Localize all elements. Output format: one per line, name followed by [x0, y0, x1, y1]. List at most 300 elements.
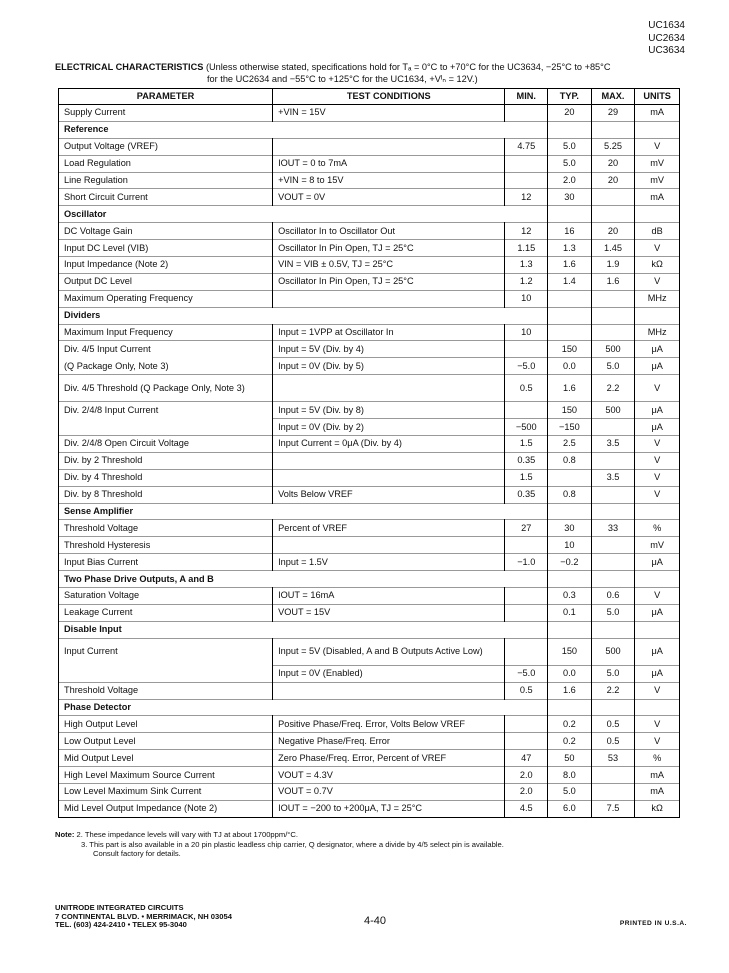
- typ-cell: 20: [548, 105, 592, 122]
- section-row: [59, 621, 680, 638]
- table-row: [59, 733, 680, 750]
- note-3-continued: Consult factory for details.: [93, 849, 181, 858]
- units-cell: dB: [635, 223, 680, 240]
- max-cell: [591, 554, 635, 571]
- max-cell: 1.6: [591, 273, 635, 290]
- units-cell: V: [635, 240, 680, 257]
- condition-cell: Input = 5V (Div. by 4): [273, 341, 505, 358]
- empty-cell: [635, 121, 680, 138]
- min-cell: 10: [505, 324, 548, 341]
- min-cell: 1.15: [505, 240, 548, 257]
- units-cell: μA: [635, 419, 680, 436]
- empty-cell: [591, 121, 635, 138]
- typ-cell: 5.0: [548, 138, 592, 155]
- units-cell: V: [635, 682, 680, 699]
- units-cell: V: [635, 138, 680, 155]
- min-cell: [505, 341, 548, 358]
- empty-cell: [591, 571, 635, 588]
- min-cell: 12: [505, 189, 548, 206]
- section-row: [59, 571, 680, 588]
- typ-cell: −150: [548, 419, 592, 436]
- units-cell: mV: [635, 172, 680, 189]
- condition-cell: Input = 1.5V: [273, 554, 505, 571]
- max-cell: [591, 537, 635, 554]
- max-cell: 500: [591, 638, 635, 665]
- max-cell: 0.5: [591, 716, 635, 733]
- min-cell: 1.5: [505, 469, 548, 486]
- min-cell: [505, 105, 548, 122]
- section-title: Dividers: [59, 307, 505, 324]
- company-phone: TEL. (603) 424-2410 • TELEX 95-3040: [55, 920, 187, 930]
- typ-cell: 2.5: [548, 436, 592, 453]
- section-title: Disable Input: [59, 621, 505, 638]
- parameter-cell: [59, 665, 273, 682]
- min-cell: −5.0: [505, 665, 548, 682]
- parameter-cell: Saturation Voltage: [59, 588, 273, 605]
- typ-cell: 30: [548, 189, 592, 206]
- min-cell: 4.5: [505, 800, 548, 817]
- max-cell: 5.0: [591, 358, 635, 375]
- parameter-cell: Load Regulation: [59, 155, 273, 172]
- min-cell: [505, 172, 548, 189]
- table-row: [59, 554, 680, 571]
- table-row: [59, 273, 680, 290]
- condition-cell: IOUT = 0 to 7mA: [273, 155, 505, 172]
- condition-cell: [273, 469, 505, 486]
- units-cell: μA: [635, 604, 680, 621]
- table-row: [59, 223, 680, 240]
- title-line-1: (Unless otherwise stated, specifications hold for Tₐ = 0°C to +70°C for the UC3634, −25°C to +85°C: [205, 62, 611, 72]
- empty-cell: [548, 621, 592, 638]
- table-row: [59, 767, 680, 784]
- max-cell: 20: [591, 172, 635, 189]
- typ-cell: 0.1: [548, 604, 592, 621]
- max-cell: 3.5: [591, 436, 635, 453]
- min-cell: [505, 588, 548, 605]
- empty-cell: [591, 699, 635, 716]
- empty-cell: [548, 503, 592, 520]
- parameter-cell: Supply Current: [59, 105, 273, 122]
- condition-cell: IOUT = 16mA: [273, 588, 505, 605]
- note-2: 2. These impedance levels will vary with TJ at about 1700ppm/°C.: [76, 830, 298, 839]
- min-cell: 10: [505, 290, 548, 307]
- table-row: [59, 341, 680, 358]
- parameter-cell: Output DC Level: [59, 273, 273, 290]
- company-name: UNITRODE INTEGRATED CIRCUITS: [55, 903, 184, 912]
- typ-cell: 1.4: [548, 273, 592, 290]
- condition-cell: [273, 452, 505, 469]
- condition-cell: Zero Phase/Freq. Error, Percent of VREF: [273, 750, 505, 767]
- typ-cell: [548, 324, 592, 341]
- typ-cell: 150: [548, 341, 592, 358]
- max-cell: 500: [591, 341, 635, 358]
- parameter-cell: High Level Maximum Source Current: [59, 767, 273, 784]
- condition-cell: [273, 682, 505, 699]
- title-bold: ELECTRICAL CHARACTERISTICS: [55, 62, 204, 72]
- condition-cell: Oscillator In to Oscillator Out: [273, 223, 505, 240]
- empty-cell: [505, 206, 548, 223]
- min-cell: 27: [505, 520, 548, 537]
- empty-cell: [505, 503, 548, 520]
- units-cell: %: [635, 750, 680, 767]
- min-cell: 4.75: [505, 138, 548, 155]
- units-cell: V: [635, 588, 680, 605]
- table-title: [55, 62, 695, 85]
- condition-cell: VOUT = 15V: [273, 604, 505, 621]
- section-row: [59, 121, 680, 138]
- max-cell: 5.0: [591, 604, 635, 621]
- typ-cell: [548, 290, 592, 307]
- parameter-cell: Div. by 8 Threshold: [59, 486, 273, 503]
- table-row: [59, 240, 680, 257]
- units-cell: V: [635, 486, 680, 503]
- units-cell: MHz: [635, 324, 680, 341]
- typ-cell: 0.2: [548, 716, 592, 733]
- column-header: UNITS: [635, 89, 680, 105]
- parameter-cell: Input Bias Current: [59, 554, 273, 571]
- parameter-cell: DC Voltage Gain: [59, 223, 273, 240]
- min-cell: [505, 155, 548, 172]
- section-title: Sense Amplifier: [59, 503, 505, 520]
- max-cell: 500: [591, 402, 635, 419]
- min-cell: −1.0: [505, 554, 548, 571]
- units-cell: μA: [635, 665, 680, 682]
- condition-cell: VOUT = 0.7V: [273, 783, 505, 800]
- max-cell: [591, 783, 635, 800]
- parameter-cell: High Output Level: [59, 716, 273, 733]
- condition-cell: IOUT = −200 to +200μA, TJ = 25°C: [273, 800, 505, 817]
- typ-cell: −0.2: [548, 554, 592, 571]
- min-cell: 0.5: [505, 682, 548, 699]
- typ-cell: 8.0: [548, 767, 592, 784]
- table-row: [59, 665, 680, 682]
- max-cell: 20: [591, 223, 635, 240]
- min-cell: [505, 604, 548, 621]
- typ-cell: 150: [548, 402, 592, 419]
- units-cell: V: [635, 452, 680, 469]
- condition-cell: [273, 290, 505, 307]
- min-cell: [505, 733, 548, 750]
- footer-address: [55, 904, 232, 930]
- table-row: [59, 800, 680, 817]
- max-cell: [591, 486, 635, 503]
- empty-cell: [548, 571, 592, 588]
- note-label: Note:: [55, 830, 75, 839]
- parameter-cell: Line Regulation: [59, 172, 273, 189]
- units-cell: V: [635, 436, 680, 453]
- empty-cell: [591, 307, 635, 324]
- max-cell: 2.2: [591, 682, 635, 699]
- units-cell: mA: [635, 783, 680, 800]
- note-3: 3. This part is also available in a 20 pin plastic leadless chip carrier, Q designator, where a divide by 4/5 select pin is available.: [81, 839, 504, 849]
- parameter-cell: (Q Package Only, Note 3): [59, 358, 273, 375]
- max-cell: [591, 324, 635, 341]
- empty-cell: [548, 699, 592, 716]
- max-cell: 7.5: [591, 800, 635, 817]
- condition-cell: Input = 0V (Div. by 5): [273, 358, 505, 375]
- part-numbers: [648, 20, 685, 58]
- units-cell: mV: [635, 537, 680, 554]
- typ-cell: 5.0: [548, 155, 592, 172]
- units-cell: mV: [635, 155, 680, 172]
- section-row: [59, 206, 680, 223]
- column-header: TYP.: [548, 89, 592, 105]
- condition-cell: Negative Phase/Freq. Error: [273, 733, 505, 750]
- max-cell: [591, 767, 635, 784]
- parameter-cell: [59, 419, 273, 436]
- typ-cell: 1.3: [548, 240, 592, 257]
- max-cell: 33: [591, 520, 635, 537]
- condition-cell: VOUT = 0V: [273, 189, 505, 206]
- units-cell: V: [635, 716, 680, 733]
- min-cell: 12: [505, 223, 548, 240]
- electrical-characteristics-table: [58, 88, 680, 818]
- parameter-cell: Input DC Level (VIB): [59, 240, 273, 257]
- min-cell: 0.35: [505, 452, 548, 469]
- max-cell: [591, 290, 635, 307]
- typ-cell: 16: [548, 223, 592, 240]
- section-title: Two Phase Drive Outputs, A and B: [59, 571, 505, 588]
- max-cell: [591, 189, 635, 206]
- table-row: [59, 189, 680, 206]
- condition-cell: VOUT = 4.3V: [273, 767, 505, 784]
- parameter-cell: Short Circuit Current: [59, 189, 273, 206]
- section-row: [59, 503, 680, 520]
- min-cell: 1.3: [505, 257, 548, 274]
- notes: [55, 830, 504, 859]
- min-cell: [505, 638, 548, 665]
- parameter-cell: Div. 4/5 Threshold (Q Package Only, Note 3): [59, 375, 273, 402]
- min-cell: 2.0: [505, 767, 548, 784]
- parameter-cell: Div. by 2 Threshold: [59, 452, 273, 469]
- condition-cell: [273, 138, 505, 155]
- table-header-row: [59, 89, 680, 105]
- column-header: PARAMETER: [59, 89, 273, 105]
- empty-cell: [635, 307, 680, 324]
- table-row: [59, 604, 680, 621]
- condition-cell: +VIN = 15V: [273, 105, 505, 122]
- min-cell: [505, 402, 548, 419]
- parameter-cell: Input Impedance (Note 2): [59, 257, 273, 274]
- table-row: [59, 537, 680, 554]
- table-row: [59, 588, 680, 605]
- max-cell: 1.9: [591, 257, 635, 274]
- column-header: MAX.: [591, 89, 635, 105]
- min-cell: [505, 537, 548, 554]
- max-cell: 20: [591, 155, 635, 172]
- empty-cell: [505, 121, 548, 138]
- typ-cell: 0.8: [548, 452, 592, 469]
- parameter-cell: Output Voltage (VREF): [59, 138, 273, 155]
- empty-cell: [505, 307, 548, 324]
- part-number: UC2634: [648, 32, 685, 44]
- typ-cell: 1.6: [548, 375, 592, 402]
- parameter-cell: Mid Level Output Impedance (Note 2): [59, 800, 273, 817]
- max-cell: 53: [591, 750, 635, 767]
- section-title: Reference: [59, 121, 505, 138]
- typ-cell: 5.0: [548, 783, 592, 800]
- max-cell: 2.2: [591, 375, 635, 402]
- min-cell: 2.0: [505, 783, 548, 800]
- parameter-cell: Threshold Hysteresis: [59, 537, 273, 554]
- units-cell: %: [635, 520, 680, 537]
- empty-cell: [591, 503, 635, 520]
- max-cell: [591, 452, 635, 469]
- units-cell: MHz: [635, 290, 680, 307]
- typ-cell: [548, 469, 592, 486]
- condition-cell: Oscillator In Pin Open, TJ = 25°C: [273, 273, 505, 290]
- units-cell: kΩ: [635, 257, 680, 274]
- condition-cell: Percent of VREF: [273, 520, 505, 537]
- max-cell: 5.0: [591, 665, 635, 682]
- parameter-cell: Threshold Voltage: [59, 682, 273, 699]
- parameter-cell: Mid Output Level: [59, 750, 273, 767]
- typ-cell: 150: [548, 638, 592, 665]
- condition-cell: Oscillator In Pin Open, TJ = 25°C: [273, 240, 505, 257]
- typ-cell: 0.2: [548, 733, 592, 750]
- condition-cell: [273, 375, 505, 402]
- table-row: [59, 638, 680, 665]
- max-cell: 0.6: [591, 588, 635, 605]
- units-cell: μA: [635, 554, 680, 571]
- min-cell: −5.0: [505, 358, 548, 375]
- max-cell: 1.45: [591, 240, 635, 257]
- units-cell: V: [635, 375, 680, 402]
- page-number: 4-40: [364, 915, 387, 927]
- table-row: [59, 682, 680, 699]
- company-address: 7 CONTINENTAL BLVD. • MERRIMACK, NH 03054: [55, 911, 232, 921]
- min-cell: 1.2: [505, 273, 548, 290]
- typ-cell: 0.0: [548, 358, 592, 375]
- part-number: UC1634: [648, 20, 685, 31]
- condition-cell: Input = 5V (Div. by 8): [273, 402, 505, 419]
- max-cell: [591, 419, 635, 436]
- title-line-2: for the UC2634 and −55°C to +125°C for the UC1634, +Vᴵₙ = 12V.): [207, 73, 478, 84]
- condition-cell: VIN = VIB ± 0.5V, TJ = 25°C: [273, 257, 505, 274]
- units-cell: V: [635, 733, 680, 750]
- empty-cell: [548, 206, 592, 223]
- parameter-cell: Threshold Voltage: [59, 520, 273, 537]
- typ-cell: 0.8: [548, 486, 592, 503]
- empty-cell: [505, 571, 548, 588]
- table-row: [59, 375, 680, 402]
- condition-cell: Input = 0V (Div. by 2): [273, 419, 505, 436]
- table-row: [59, 750, 680, 767]
- min-cell: −500: [505, 419, 548, 436]
- table-row: [59, 469, 680, 486]
- units-cell: mA: [635, 189, 680, 206]
- parameter-cell: Low Output Level: [59, 733, 273, 750]
- min-cell: 0.5: [505, 375, 548, 402]
- empty-cell: [591, 621, 635, 638]
- units-cell: kΩ: [635, 800, 680, 817]
- typ-cell: 1.6: [548, 257, 592, 274]
- table-row: [59, 138, 680, 155]
- table-row: [59, 105, 680, 122]
- units-cell: V: [635, 273, 680, 290]
- table-row: [59, 520, 680, 537]
- units-cell: mA: [635, 767, 680, 784]
- max-cell: 29: [591, 105, 635, 122]
- units-cell: mA: [635, 105, 680, 122]
- condition-cell: Input = 1VPP at Oscillator In: [273, 324, 505, 341]
- empty-cell: [635, 571, 680, 588]
- section-title: Phase Detector: [59, 699, 505, 716]
- typ-cell: 0.3: [548, 588, 592, 605]
- section-row: [59, 307, 680, 324]
- condition-cell: Input Current = 0μA (Div. by 4): [273, 436, 505, 453]
- parameter-cell: Div. by 4 Threshold: [59, 469, 273, 486]
- empty-cell: [505, 699, 548, 716]
- parameter-cell: Div. 2/4/8 Input Current: [59, 402, 273, 419]
- condition-cell: Volts Below VREF: [273, 486, 505, 503]
- condition-cell: Input = 0V (Enabled): [273, 665, 505, 682]
- table-row: [59, 783, 680, 800]
- table-row: [59, 436, 680, 453]
- units-cell: μA: [635, 341, 680, 358]
- parameter-cell: Input Current: [59, 638, 273, 665]
- units-cell: μA: [635, 402, 680, 419]
- column-header: MIN.: [505, 89, 548, 105]
- empty-cell: [635, 621, 680, 638]
- table-row: [59, 257, 680, 274]
- condition-cell: Input = 5V (Disabled, A and B Outputs Active Low): [273, 638, 505, 665]
- min-cell: 0.35: [505, 486, 548, 503]
- table-row: [59, 716, 680, 733]
- empty-cell: [548, 121, 592, 138]
- min-cell: 1.5: [505, 436, 548, 453]
- units-cell: μA: [635, 358, 680, 375]
- section-title: Oscillator: [59, 206, 505, 223]
- max-cell: 0.5: [591, 733, 635, 750]
- empty-cell: [635, 206, 680, 223]
- units-cell: μA: [635, 638, 680, 665]
- parameter-cell: Div. 4/5 Input Current: [59, 341, 273, 358]
- parameter-cell: Maximum Input Frequency: [59, 324, 273, 341]
- typ-cell: 30: [548, 520, 592, 537]
- table-row: [59, 358, 680, 375]
- typ-cell: 0.0: [548, 665, 592, 682]
- max-cell: 3.5: [591, 469, 635, 486]
- min-cell: [505, 716, 548, 733]
- empty-cell: [505, 621, 548, 638]
- table-row: [59, 402, 680, 419]
- section-row: [59, 699, 680, 716]
- typ-cell: 10: [548, 537, 592, 554]
- parameter-cell: Leakage Current: [59, 604, 273, 621]
- empty-cell: [591, 206, 635, 223]
- typ-cell: 1.6: [548, 682, 592, 699]
- table-row: [59, 155, 680, 172]
- units-cell: V: [635, 469, 680, 486]
- empty-cell: [548, 307, 592, 324]
- parameter-cell: Low Level Maximum Sink Current: [59, 783, 273, 800]
- max-cell: 5.25: [591, 138, 635, 155]
- table-row: [59, 419, 680, 436]
- table-row: [59, 452, 680, 469]
- min-cell: 47: [505, 750, 548, 767]
- parameter-cell: Maximum Operating Frequency: [59, 290, 273, 307]
- empty-cell: [635, 503, 680, 520]
- condition-cell: Positive Phase/Freq. Error, Volts Below VREF: [273, 716, 505, 733]
- empty-cell: [635, 699, 680, 716]
- table-row: [59, 324, 680, 341]
- printed-in: PRINTED IN U.S.A.: [619, 920, 687, 927]
- table-row: [59, 290, 680, 307]
- typ-cell: 2.0: [548, 172, 592, 189]
- column-header: TEST CONDITIONS: [273, 89, 505, 105]
- part-number: UC3634: [648, 45, 685, 56]
